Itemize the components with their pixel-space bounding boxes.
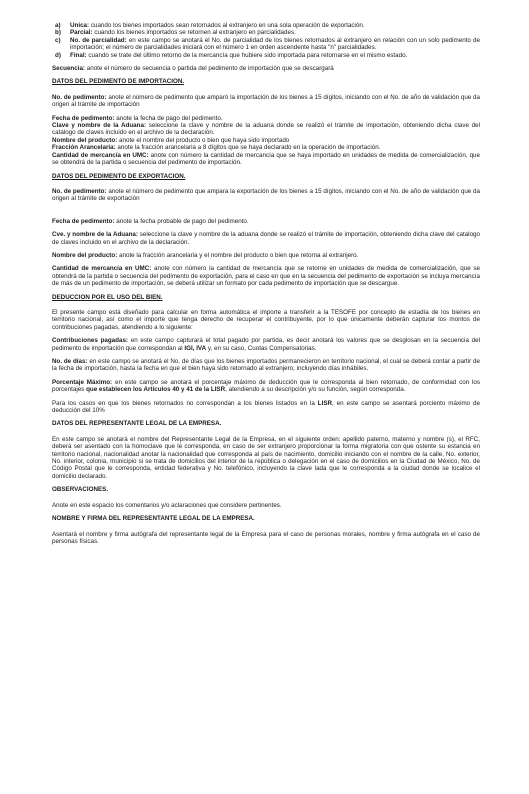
import-producto-line: Nombre del producto: anote el nombre del producto o bien que haya sido importado [52, 136, 290, 144]
import-fraccion-line: Fracción Arancelaria: anote la fracción arancelaria a 8 dígitos que se haya declarado en la operación de importación. [52, 144, 381, 152]
document-page [52, 22, 480, 551]
porcentaje-paragraph: Porcentaje Máximo: en este campo se anotará el porcentaje máximo de deducción que le corresponda al bien retornado, de conformidad con los porcentajes que establecen los Artículos 40 y 41 de la LISR, atendiendo a su descripción y/o su función, según corresponda. [52, 378, 480, 394]
firma-heading: NOMBRE Y FIRMA DEL REPRESENTANTE LEGAL DE LA EMPRESA. [52, 515, 255, 523]
item-term: Parcial: [70, 29, 93, 37]
import-details-block [52, 115, 480, 167]
deduccion-heading: DEDUCCION POR EL USO DEL BIEN. [52, 293, 163, 301]
exportacion-heading: DATOS DEL PEDIMENTO DE EXPORTACION. [52, 172, 186, 180]
firma-paragraph: Asentará el nombre y firma autógrafa del representante legal de la Empresa para el caso de personas morales, nombre y firma autógrafa en el caso de personas físicas. [52, 530, 480, 545]
list-item: a) Unica: cuando los bienes importados sean retornados al extranjero en una sola operación de exportación. [55, 22, 365, 29]
representante-heading: DATOS DEL REPRESENTANTE LEGAL DE LA EMPRESA. [52, 420, 222, 428]
import-fecha-line: Fecha de pedimento: anote la fecha de pago del pedimento. [52, 114, 223, 122]
lisr-paragraph: Para los casos en que los bienes retornados no correspondan a los bienes listados en la LISR, en este campo se asentará porciento máximo de deducción del 10% [52, 399, 480, 415]
item-text: cuando los bienes importados sean retornados al extranjero en una sola operación de exportación. [89, 22, 365, 29]
import-pedimento-paragraph: No. de pedimento: anote el número de pedimento que amparó la importación de los bienes a 15 dígitos, iniciando con el No. de año de validación que da origen al trámite de importación [52, 93, 480, 109]
list-item: b) Parcial: cuando los bienes importados se retornen al extranjero en parcialidades. [55, 29, 296, 37]
item-text: en este campo se anotará el No. de parcialidad de los bienes retornados al extranjero en relación con un solo pedimento de importación; el número de parcialidades iniciará con el número 1 en orden ascendente hasta "n" parcialidades. [70, 36, 480, 52]
export-producto-paragraph: Nombre del producto: anote la fracción arancelaria y el nombre del producto o bien que retorna al extranjero. [52, 251, 359, 259]
regimen-list [52, 22, 480, 59]
observaciones-paragraph: Anote en este espacio los comentarios y/o aclaraciones que considere pertinentes. [52, 501, 282, 509]
import-cantidad-line: Cantidad de mercancía en UMC: anote con número la cantidad de mercancía que se haya importado en unidades de medida de comercialización, que se obtendrá de la partida o secuencia del pedimento de importación. [52, 151, 481, 167]
export-cantidad-paragraph: Cantidad de mercancía en UMC: anote con número la cantidad de mercancía que se retorne en unidades de medida de comercialización, que se obtendrá de la partida o secuencia del pedimento de exportación, para el caso en que en la secuencia del pedimento de exportación se incluya mercancía de más de un pedimento de importación, se deberá utilizar un formato por cada pedimento de importación que se descargue. [52, 265, 480, 288]
export-aduana-paragraph: Cve. y nombre de la Aduana: seleccione la clave y nombre de la aduana donde se realizó el trámite de importación, obteniendo dicha clave del catalogo de claves incluido en el archivo de la declaración. [52, 231, 480, 246]
dias-paragraph: No. de días: en este campo se anotará el No. de días que los bienes importados permanecieron en territorio nacional, el cual se deberá contar a partir de la fecha de importación, hasta la fecha en que el bien haya sido retornado al extranjero, incluyendo días inhábiles. [52, 358, 481, 373]
item-text: cuando los bienes importados se retornen al extranjero en parcialidades. [92, 29, 296, 37]
item-text: cuando se trate del último retorno de la mercancía que hubiere sido importada para retornarse en el mismo estado. [86, 51, 408, 59]
importacion-heading: DATOS DEL PEDIMENTO DE IMPORTACION. [52, 78, 185, 86]
item-term: Unica: [70, 22, 90, 29]
contribuciones-paragraph: Contribuciones pagadas: en este campo capturará el total pagado por partida, es decir anotará los valores que se desglosan en la secuencia del pedimento de importación que correspondan al IGI, IVA y, en su caso, Cuotas Compensatorias. [52, 337, 480, 352]
export-fecha-paragraph: Fecha de pedimento: anote la fecha probable de pago del pedimento. [52, 217, 249, 225]
list-item: c) No. de parcialidad: en este campo se anotará el No. de parcialidad de los bienes retornados al extranjero en relación con un solo pedimento de importación; el número de parcialidades iniciará con el número 1 en orden ascendente hasta "n" parcialidades. [55, 36, 480, 52]
item-term: No. de parcialidad: [70, 36, 127, 44]
deduccion-intro-paragraph: El presente campo está diseñado para calcular en forma automática el importe a transferir a la TESOFE por concepto de estadía de los bienes en territorio nacional, así como el importe que tenga derecho de recuperar el contribuyente, por lo que únicamente deberán capturar los montos de contribuciones pagadas, atendiendo a lo siguiente: [52, 308, 480, 331]
spacer [52, 209, 480, 218]
secuencia-paragraph: Secuencia: anote el número de secuencia o partida del pedimento de importación que se descargará [52, 65, 334, 73]
representante-paragraph: En este campo se anotará el nombre del Representante Legal de la Empresa, en el siguiente orden: apellido paterno, materno y nombre (s), el RFC, deberá ser asentado con la homoclave que le corresponda, en caso de ser extranjero proporcionar la forma migratoria con que ostente su estancia en territorio nacional, nacionalidad anotar la nacionalidad que corresponda al país de nacimiento, domicilio iniciando con el nombre de la calle, No. exterior, No. interior, colonia, municipio si se trata de domicilios del interior de la república o delegación en el caso de domicilios en la Ciudad de México, No. de Código Postal que le corresponda, entidad federativa y No. telefónico, incluyendo la clave lada que le corresponda a la ciudad donde se localice el domicilio declarado. [52, 435, 480, 480]
observaciones-heading: OBSERVACIONES. [52, 486, 109, 494]
import-aduana-line: Clave y nombre de la Aduana: seleccione la clave y nombre de la aduana donde se realizó el trámite de importación, obteniendo dicha clave del catálogo de claves incluido en el archivo de la declaración. [52, 122, 481, 137]
list-item: d) Final: cuando se trate del último retorno de la mercancía que hubiere sido importada para retornarse en el mismo estado. [55, 51, 408, 59]
export-pedimento-paragraph: No. de pedimento: anote el número de pedimento que ampara la exportación de los bienes a 15 dígitos, iniciando con el No. de año de validación que da origen al trámite de exportación [52, 187, 480, 203]
item-term: Final: [70, 51, 87, 59]
